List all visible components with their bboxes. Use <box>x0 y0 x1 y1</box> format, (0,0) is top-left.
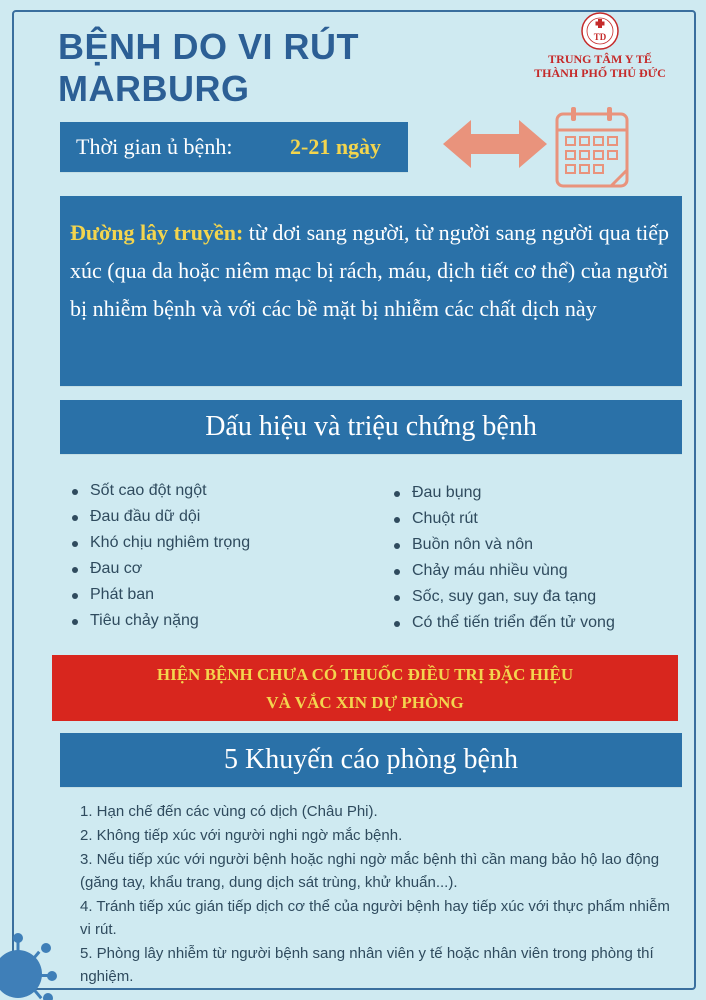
advice-item: 5. Phòng lây nhiễm từ người bệnh sang nhân viên y tế hoặc nhân viên trong phòng thí nghiệm. <box>80 945 654 985</box>
alert-line-1: HIỆN BỆNH CHƯA CÓ THUỐC ĐIỀU TRỊ ĐẶC HIỆU <box>156 665 574 684</box>
symptom-item: Có thể tiến triển đến tử vong <box>392 610 615 636</box>
symptom-item: Tiêu chảy nặng <box>70 608 250 634</box>
advice-item: 2. Không tiếp xúc với người nghi ngờ mắc bệnh. <box>80 827 403 844</box>
advice-item: 3. Nếu tiếp xúc với người bệnh hoặc nghi ngờ mắc bệnh thì cần mang bảo hộ lao động (găng tay, khẩu trang, dung dịch sát trùng, khử khuẩn...). <box>80 851 660 891</box>
alert-line-2: VÀ VẮC XIN DỰ PHÒNG <box>266 693 464 712</box>
incubation-value: 2-21 ngày <box>290 134 382 159</box>
logo-org-line-1: TRUNG TÂM Y TẾ <box>548 52 652 66</box>
symptoms-list-right <box>392 480 615 636</box>
symptom-item: Đau bụng <box>392 480 615 506</box>
symptom-item: Khó chịu nghiêm trọng <box>70 530 250 556</box>
calendar-icon <box>553 104 633 190</box>
symptom-item: Chảy máu nhiều vùng <box>392 558 615 584</box>
symptoms-heading: Dấu hiệu và triệu chứng bệnh <box>205 411 537 442</box>
transmission-body: từ dơi sang người, từ người sang người qua tiếp xúc (qua da hoặc niêm mạc bị rách, máu, dịch tiết cơ thể) của người bị nhiễm bệnh và với các bề mặt bị nhiễm các chất dịch này <box>70 220 670 321</box>
advice-heading-panel <box>60 733 682 787</box>
transmission-text <box>70 214 676 328</box>
logo-seal-icon <box>580 10 620 52</box>
incubation-panel <box>60 122 408 172</box>
virus-icon <box>0 918 66 1000</box>
symptoms-list-left <box>70 478 250 634</box>
title-line-1: BỆNH DO VI RÚT <box>58 26 360 67</box>
advice-item: 4. Tránh tiếp xúc gián tiếp dịch cơ thể của người bệnh hay tiếp xúc với thực phẩm nhiễm vi rút. <box>80 898 670 938</box>
organization-logo <box>520 10 680 90</box>
symptom-item: Phát ban <box>70 582 250 608</box>
incubation-label: Thời gian ủ bệnh: <box>76 134 233 159</box>
logo-org-line-2: THÀNH PHỐ THỦ ĐỨC <box>534 66 666 80</box>
advice-item: 1. Hạn chế đến các vùng có dịch (Châu Phi). <box>80 803 378 820</box>
symptom-item: Đau cơ <box>70 556 250 582</box>
transmission-panel <box>60 196 682 386</box>
symptom-item: Buồn nôn và nôn <box>392 532 615 558</box>
symptom-item: Sốc, suy gan, suy đa tạng <box>392 584 615 610</box>
advice-heading: 5 Khuyến cáo phòng bệnh <box>224 744 518 775</box>
no-treatment-alert <box>52 655 678 721</box>
title-line-2: MARBURG <box>58 68 250 109</box>
page-title <box>58 26 359 110</box>
symptom-item: Sốt cao đột ngột <box>70 478 250 504</box>
logo-initials: TD <box>593 32 607 42</box>
double-arrow-icon <box>443 118 547 170</box>
symptom-item: Chuột rút <box>392 506 615 532</box>
transmission-label: Đường lây truyền: <box>70 220 244 245</box>
symptom-item: Đau đầu dữ dội <box>70 504 250 530</box>
advice-list <box>80 800 680 989</box>
symptoms-heading-panel <box>60 400 682 454</box>
